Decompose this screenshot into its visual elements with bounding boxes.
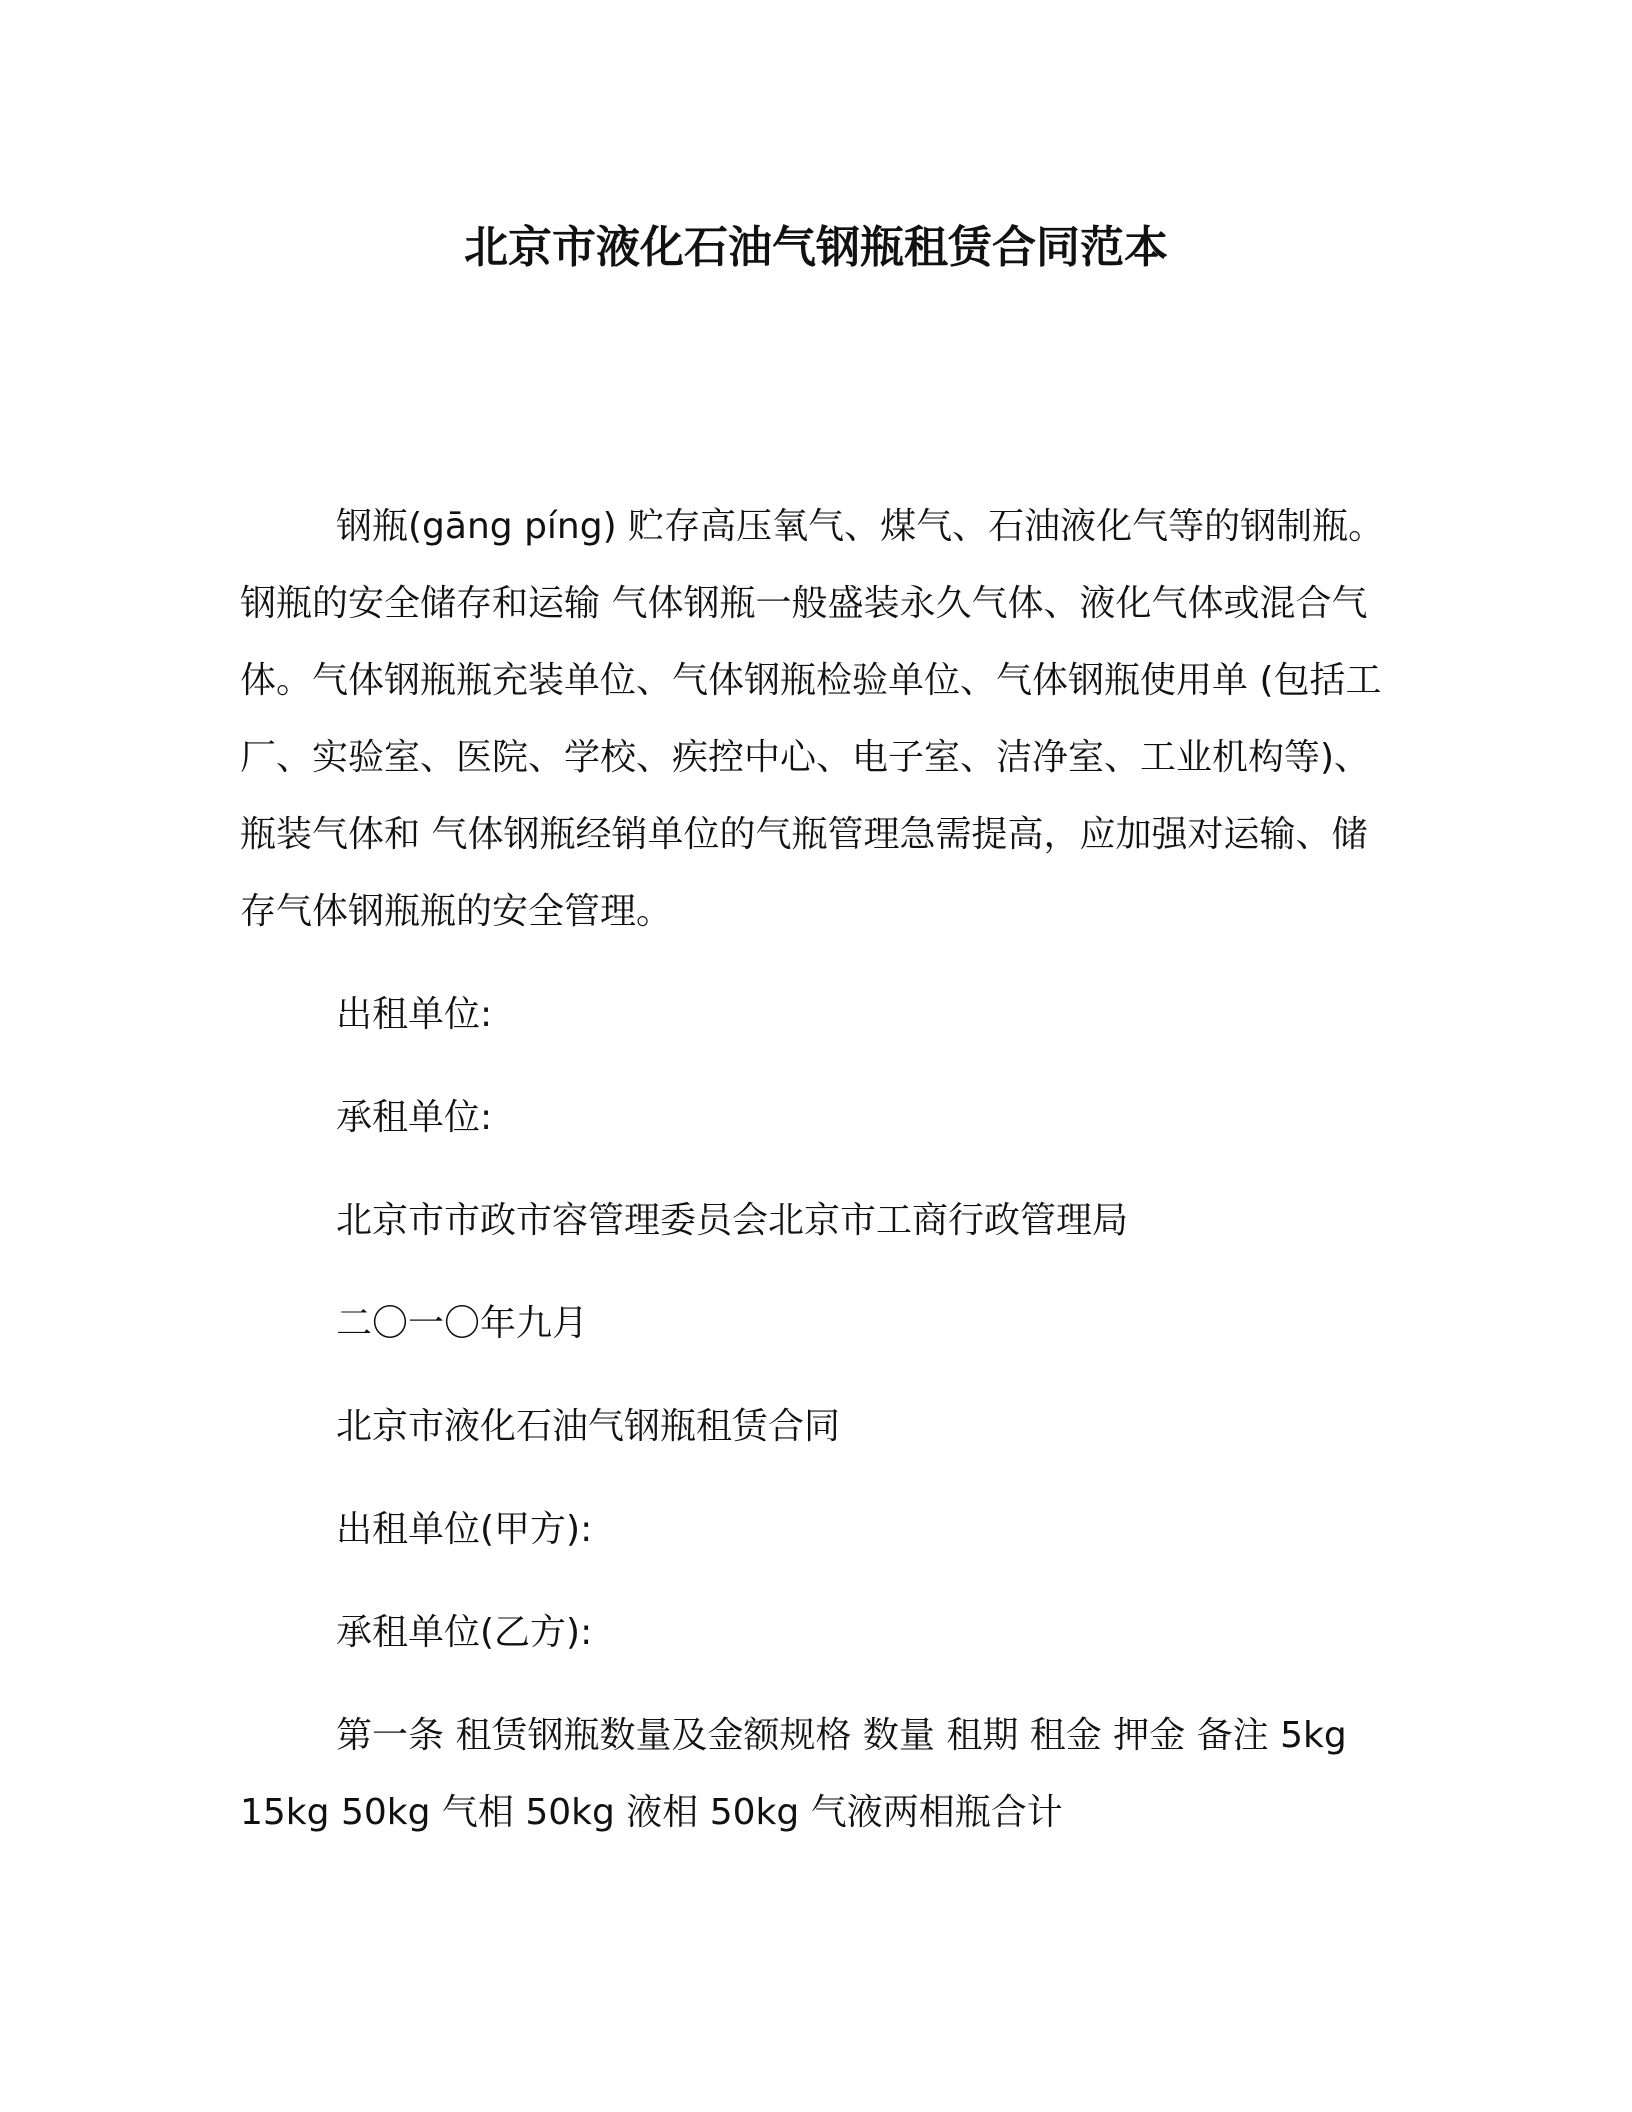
article-1-paragraph: 第一条 租赁钢瓶数量及金额规格 数量 租期 租金 押金 备注 5kg 15kg 50kg 气相 50kg 液相 50kg 气液两相瓶合计 [240,1715,1347,1833]
party-a-label: 出租单位(甲方): [336,1509,593,1550]
party-b-label: 承租单位(乙方): [336,1612,593,1653]
date-line: 二〇一〇年九月 [336,1303,589,1344]
intro-paragraph: 钢瓶(gāng píng) 贮存高压氧气、煤气、石油液化气等的钢制瓶。钢瓶的安全储存和运输 气体钢瓶一般盛装永久气体、液化气体或混合气体。气体钢瓶瓶充装单位、气体钢瓶检验单位、气体钢瓶使用单 (包括工厂、实验室、医院、学校、疾控中心、电子室、洁净室、工业机构等)、瓶装气体和 气体钢瓶经销单位的气瓶管理急需提高，应加强对运输、储存气体钢瓶瓶的安全管理。 [240,506,1385,932]
document-body [240,488,1390,1851]
contract-title: 北京市液化石油气钢瓶租赁合同 [336,1406,841,1447]
issuer-line: 北京市市政市容管理委员会北京市工商行政管理局 [336,1200,1129,1241]
lessee-label: 承租单位: [336,1097,493,1138]
lessor-label: 出租单位: [336,994,493,1035]
document-title: 北京市液化石油气钢瓶租赁合同范本 [464,222,1168,273]
